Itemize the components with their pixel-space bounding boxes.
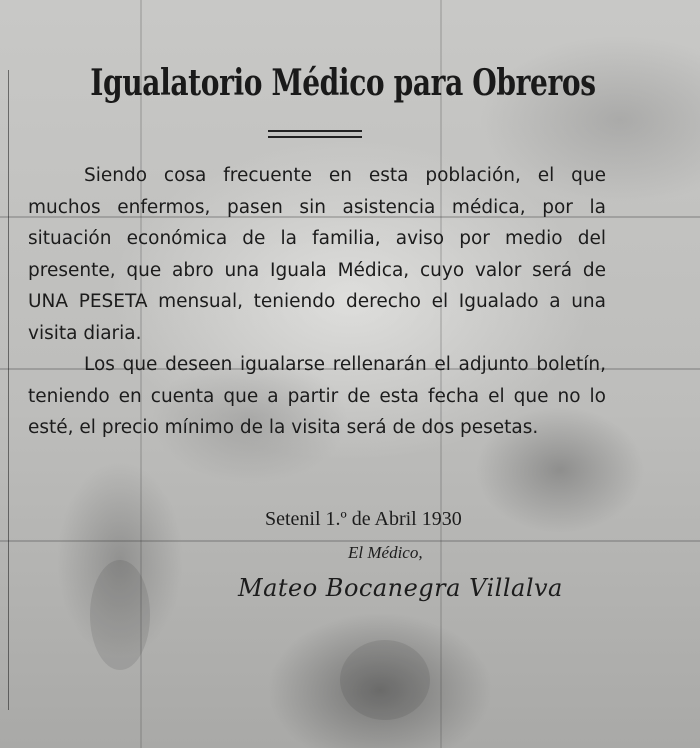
paper-stain <box>340 640 430 720</box>
document-body <box>28 160 606 444</box>
title-underline <box>268 136 362 138</box>
paper-stain <box>90 560 150 670</box>
body-paragraph: Siendo cosa frecuente en esta población, el que muchos enfermos, pasen sin asistencia médica, por la situación económica de la familia, aviso por medio del presente, que abro una Iguala Médica, cuyo valor será de UNA PESETA mensual, teniendo derecho el Igualado a una visita diaria. <box>28 165 606 344</box>
doctor-label: El Médico, <box>348 543 423 562</box>
fold-line <box>0 540 700 542</box>
date-line: Setenil 1.º de Abril 1930 <box>265 508 462 530</box>
signature: Mateo Bocanegra Villalva <box>238 574 563 602</box>
margin-rule <box>8 70 9 710</box>
body-paragraph: Los que deseen igualarse rellenarán el adjunto boletín, teniendo en cuenta que a partir de esta fecha el que no lo esté, el precio mínimo de la visita será de dos pesetas. <box>28 354 606 438</box>
document-title: Igualatorio Médico para Obreros <box>90 62 596 104</box>
title-underline <box>268 130 362 132</box>
